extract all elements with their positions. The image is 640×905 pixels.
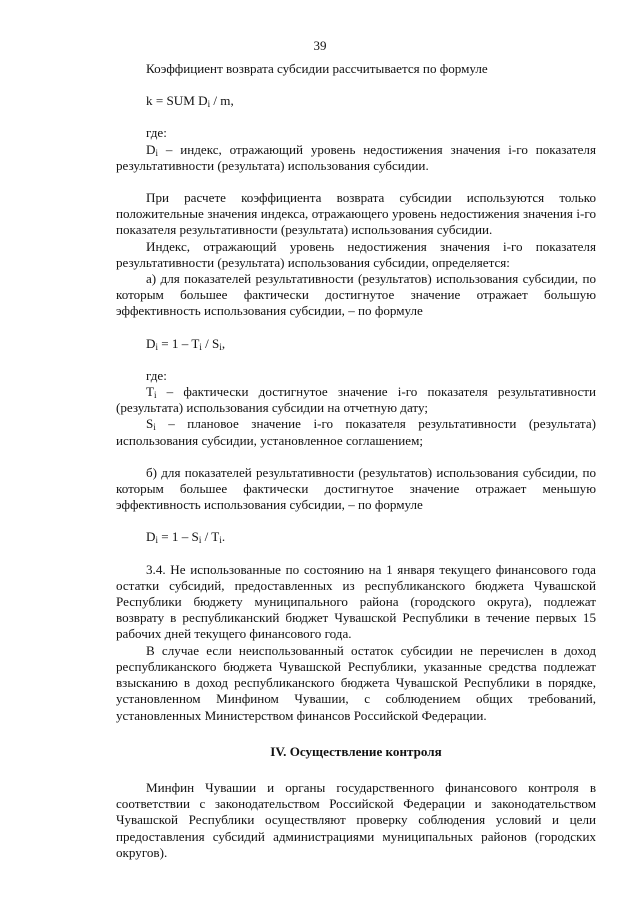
definition-d: $D_i$ – индекс, отражающий уровень недостижения значения i-го показателя результативности (результата) использования субсидии. xyxy=(116,141,596,173)
paragraph-unused-balance: В случае если неиспользованный остаток субсидии не перечислен в доход республиканского бюджета Чувашской Республики, указанные средства подлежат взысканию в доход республиканского бюджета Чувашской Республики в порядке, установленном Минфином Чувашии, с соблюдением общих требований, установленных Министерством финансов Российской Федерации. xyxy=(116,642,596,723)
paragraph-index-definition: Индекс, отражающий уровень недостижения значения i-го показателя результативности (результата) использования субсидии, определяется: xyxy=(116,238,596,270)
formula-a: $D_i = 1 - T_i / S_i$, xyxy=(146,335,226,352)
definition-t: $T_i$ – фактически достигнутое значение i-го показателя результативности (результата) использования субсидии на отчетную дату; xyxy=(116,384,596,416)
section-heading: IV. Осуществление контроля xyxy=(270,743,442,759)
page-number: 39 xyxy=(313,38,327,53)
page-content xyxy=(116,61,596,861)
where-label-2: где: xyxy=(146,367,167,383)
definition-s: $S_i$ – плановое значение i-го показателя результативности (результата) использования субсидии, установленное соглашением; xyxy=(116,416,596,448)
paragraph-control: Минфин Чувашии и органы государственного финансового контроля в соответствии с законодательством Российской Федерации и законодательством Чувашской Республики осуществляют проверку соблюдения условий и цели предоставления субсидий администрациями муниципальных районов (городских округов). xyxy=(116,779,596,860)
formula-k: k = SUM $D_i$ / m, xyxy=(146,93,234,110)
formula-b: $D_i = 1 - S_i / T_i$. xyxy=(146,529,226,546)
paragraph-positive-values: При расчете коэффициента возврата субсидии используются только положительные значения индекса, отражающего уровень недостижения значения i-го показателя результативности (результата) использования субсидии. xyxy=(116,190,596,238)
intro-paragraph: Коэффициент возврата субсидии рассчитывается по формуле xyxy=(146,61,488,76)
paragraph-3-4: 3.4. Не использованные по состоянию на 1 января текущего финансового года остатки субсидий, предоставленных из республиканского бюджета Чувашской Республики бюджету муниципального района (городского округа), подлежат возврату в республиканский бюджет Чувашской Республики в течение первых 15 рабочих дней текущего финансового года. xyxy=(116,561,596,642)
item-a: а) для показателей результативности (результатов) использования субсидии, по которым большее фактически достигнутое значение отражает большую эффективность использования субсидии, – по формуле xyxy=(116,271,596,319)
item-b: б) для показателей результативности (результатов) использования субсидии, по которым большее фактически достигнутое значение отражает меньшую эффективность использования субсидии, – по формуле xyxy=(116,464,596,513)
where-label-1: где: xyxy=(146,125,167,141)
